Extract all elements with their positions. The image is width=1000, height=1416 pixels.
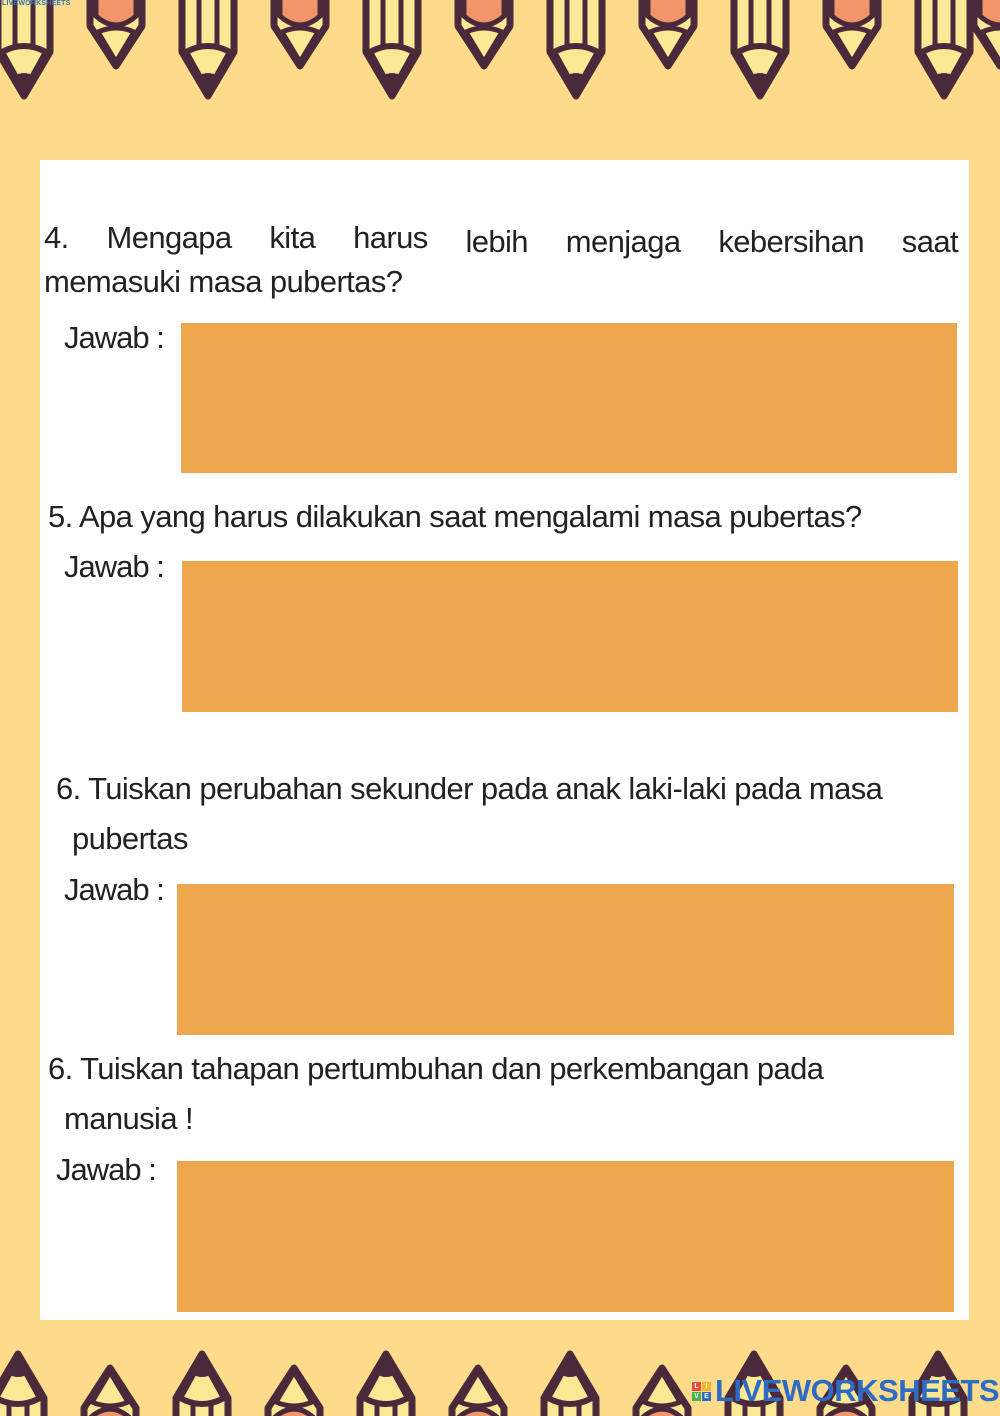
worksheet-sheet [40, 160, 969, 1320]
pencil-icon [84, 1368, 136, 1416]
pencil-icon [176, 1354, 228, 1416]
pencil-icon [0, 1354, 44, 1416]
question-5: 5. Apa yang harus dilakukan saat mengalami masa pubertas? [48, 499, 862, 534]
question-word: Mengapa [106, 220, 232, 255]
pencil-icon [366, 0, 418, 96]
question-word: saat [901, 224, 958, 259]
pencil-icon [274, 0, 326, 66]
question-6a-line-1: 6. Tuiskan perubahan sekunder pada anak laki-laki pada masa [56, 771, 883, 806]
pencil-icon [642, 0, 694, 66]
question-4-line-2: memasuki masa pubertas? [44, 264, 403, 299]
pencil-icon [826, 0, 878, 66]
pencil-icon [90, 0, 142, 66]
question-word: 4. [44, 220, 69, 255]
pencil-icon [636, 1368, 688, 1416]
question-4-line-1 [44, 215, 958, 261]
liveworksheets-logo [692, 1374, 999, 1408]
pencil-icon [544, 1354, 596, 1416]
answer-input-4[interactable] [181, 323, 957, 473]
question-6a-line-2: pubertas [72, 821, 188, 856]
question-6b-line-2: manusia ! [64, 1101, 193, 1136]
question-word: lebih [465, 224, 528, 259]
question-word: menjaga [565, 224, 681, 259]
pencil-icon [0, 0, 50, 96]
answer-input-6a[interactable] [177, 884, 954, 1035]
answer-label-4: Jawab : [64, 320, 164, 355]
header-watermark: LIVEWORKSHEETS [2, 0, 71, 7]
pencil-icon [974, 0, 1000, 66]
pencil-icon [268, 1368, 320, 1416]
brand-name: LIVEWORKSHEETS [715, 1373, 1000, 1408]
pencil-icon [550, 0, 602, 96]
answer-label-5: Jawab : [64, 549, 164, 584]
pencil-border-top [0, 0, 1000, 130]
logo-mark-icon: L I V E [692, 1382, 711, 1401]
answer-label-6b: Jawab : [56, 1152, 156, 1187]
pencil-icon [452, 1368, 504, 1416]
pencil-icon [734, 0, 786, 96]
question-word: kita [269, 220, 316, 255]
question-6b-line-1: 6. Tuiskan tahapan pertumbuhan dan perkembangan pada [48, 1051, 824, 1086]
question-word: harus [353, 220, 428, 255]
pencil-icon [360, 1354, 412, 1416]
pencil-icon [458, 0, 510, 66]
pencil-icon [918, 0, 970, 96]
pencil-icon [182, 0, 234, 96]
question-word: kebersihan [718, 224, 864, 259]
answer-input-6b[interactable] [177, 1161, 954, 1312]
answer-input-5[interactable] [182, 561, 958, 712]
answer-label-6a: Jawab : [64, 872, 164, 907]
